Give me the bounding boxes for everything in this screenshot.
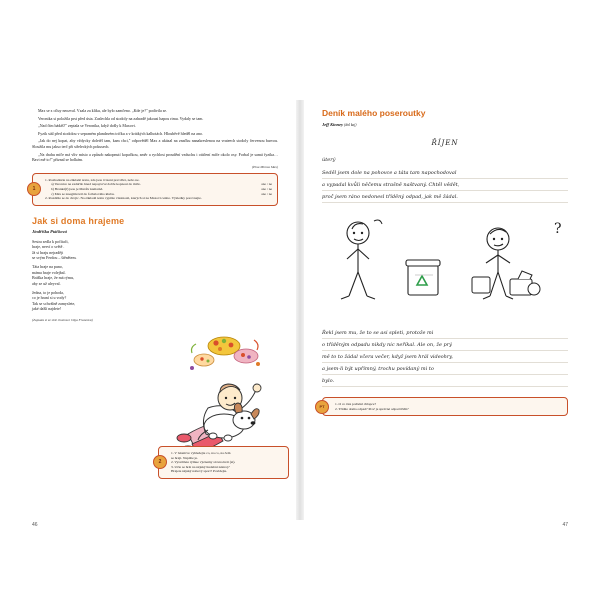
book-gutter <box>296 100 304 520</box>
poem-line: Jedna, to je pohoda, <box>32 289 64 295</box>
illustration-girl-and-dog <box>158 330 288 460</box>
exercise-item-text: a) Veronice ne zadařilo hned napopvrvé dobře kopnout do míče. <box>51 182 141 187</box>
exercise-badge-pt: PT <box>315 400 329 414</box>
poem-line: Tak se schválně zamyslete, <box>32 300 76 306</box>
page-number-right: 47 <box>562 522 568 528</box>
diary-line: proč jsem ráno nedonesl tříděný odpad, jak mě žádal. <box>322 193 568 203</box>
exercise-item: Hrajete nějaký nabový sport? Povídejte. <box>171 469 228 474</box>
poem-line: máma hraje volejbal. <box>32 269 66 275</box>
poem-source: (Zapsala si ze sbír. ilustrace Olga Franzová) <box>32 317 93 322</box>
story-paragraph: „Jak do nej kopat, aby vždycky doletěl tam, kam chci," odpověděl Max a ukázal na značku nanakreslenou na vrateech stodoly červenou barvou. Sloužila mu jakso terč při střeleckých pokusech. <box>32 138 278 149</box>
diary-author <box>322 122 568 127</box>
poem-stanza <box>32 290 278 312</box>
right-page <box>300 0 600 600</box>
diary-line: o tříděným odpadu nikdy nic neříkal. Ale on, že prý <box>322 341 568 351</box>
poem-line: hraje, nerví o světě . <box>32 244 65 250</box>
diary-part-2 <box>322 329 568 387</box>
exercise-box-diary <box>319 397 568 416</box>
illustration-svg <box>158 330 288 460</box>
diary-illustration-svg <box>322 209 568 321</box>
poem <box>32 239 278 312</box>
diary-month: ŘÍJEN <box>431 139 459 147</box>
question-mark-icon: ? <box>554 221 562 237</box>
exercise-answer-options: ano / ne <box>261 191 272 196</box>
exercise-answer-options: ano / ne <box>261 186 272 191</box>
diary-author-note: (dnl kaj) <box>344 123 357 127</box>
poem-line: Sestra sedla k počítači, <box>32 238 69 244</box>
story-paragraph: „Na drahu míče má vliv místo a způsob nakopnutí kopačkou, směr a rychlost proudění vzduchu i otáčení míče okolo osy. Forbal je samá fyzika… Bavi mě to!" přiznal se holkám. <box>32 151 278 163</box>
story-paragraph: „Nad čím bádáš?" zeptala se Veronika, když došly k Maxovi. <box>38 123 136 129</box>
poem-line: co je hraní si u vody? <box>32 295 67 301</box>
diary-author-name: Jeff Kinney <box>322 122 344 127</box>
poem-stanza <box>32 239 278 261</box>
diary-illustration <box>322 209 568 321</box>
exercise-item-text: c) Max se zneąjímovál do fotbalového klubu. <box>51 191 115 196</box>
diary-title: Deník malého poseroutky <box>322 108 426 118</box>
exercise-intro: 1. Rozhodněte na základě textu, zda jsou tvrzení pravdivá, nebo ne. <box>45 177 140 182</box>
exercise-box-2 <box>158 446 289 479</box>
exercise-item-text: b) Branká(ř) jsou je Maxův kamarád. <box>51 186 104 191</box>
poem-line: jaké další najdete! <box>32 306 62 312</box>
diary-day: úterý <box>322 157 336 163</box>
exercise-number-badge: 2 <box>153 455 167 469</box>
poem-line: Já si hraju nejraději <box>32 249 64 255</box>
story-text-block <box>32 108 278 163</box>
poem-line: aby se už uleyval. <box>32 280 61 286</box>
poem-line: Bráška hraje, že má rýmu, <box>32 275 74 281</box>
exercise-item: 2. Rozdělte se do dvojic. Na základě textu vypište vlastnosti, kterých si na Maxovi cenite. Výsledky porovnejte. <box>45 196 202 201</box>
exercise-item: se hrají. Napište je. <box>171 455 198 460</box>
diary-line: Řekl jsem mu, že to se asi spleti, protože mi <box>322 329 568 339</box>
diary-line: mě to to žádal včera večer, když jsem hrál videohry, <box>322 353 568 363</box>
diary-line: bylo. <box>322 377 568 387</box>
exercise-item: 2. Vysvětlete rýmue významy slovna hrát (si). <box>171 460 236 465</box>
poem-stanza <box>32 264 278 286</box>
story-source: (Pina Mirosa Max) <box>251 164 278 169</box>
story-paragraph: Fyzik stál před stodolou v sepraném plandavém tričku a v krátkých kalhotách. Hlouběvě hleděl na ano. <box>38 130 203 136</box>
exercise-item: 1. O co táta požádal chlapce? <box>335 402 377 406</box>
poem-line: se svým Ferdou – štěnětem. <box>32 254 77 260</box>
diary-line: Seděl jsem dole na pohovce a táta tam napochodoval <box>322 169 568 179</box>
section-title: Jak si doma hrajeme <box>32 215 125 226</box>
page-number-left: 46 <box>32 522 38 528</box>
diary-handwriting-2 <box>322 329 568 387</box>
story-paragraph: Max se z cíluy neozval. Vzala za kliku, ale bylo zamčeno. „Kde je?" podivila se. <box>38 108 168 113</box>
exercise-answer-options: ano / ne <box>261 182 272 187</box>
exercise-number-badge: 1 <box>27 182 41 196</box>
exercise-item: 2. Třídíte doma odpad? Proč je správné odpad třídit? <box>335 406 409 411</box>
diary-line: a jsem-li být upřímný, trochu povídaný mi to <box>322 365 568 375</box>
diary-part-1 <box>322 169 568 203</box>
diary-line: a vypadal kvůli něčemu strašně naštvaný. Chtěl vědět, <box>322 181 568 191</box>
exercise-item: 3. Učte se hrát na nějaký hudební nástroj? <box>171 464 230 469</box>
story-paragraph: Veronika si položila prst před ústa. Zaslechla od stodoly na zahradě jakousi hapou rimu. Vydaly se tam. <box>38 115 204 121</box>
exercise-item: 1. V básničce vyhledejte co, na co, na čem <box>171 451 231 455</box>
exercise-box-1 <box>32 173 278 206</box>
poem-line: Táta hraje na puno, <box>32 264 63 270</box>
section-author: Jindřiška Ptáčková <box>32 228 67 234</box>
diary-handwriting <box>322 139 568 203</box>
